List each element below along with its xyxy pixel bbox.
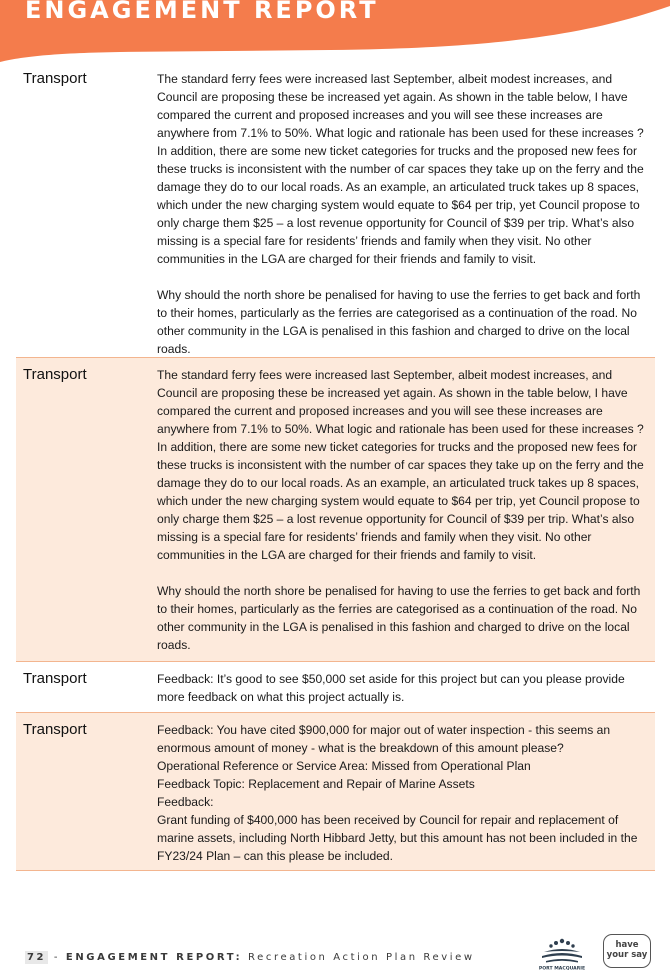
- feedback-line: Grant funding of $400,000 has been received by Council for repair and replacement of marine assets, including North Hibbard Jetty, but this amount has not been included in the FY23/24 Plan – can this please be included.: [157, 813, 638, 863]
- topic-cell: Transport: [23, 366, 87, 383]
- feedback-paragraph: The standard ferry fees were increased last September, albeit modest increases, and Council are proposing these be increased yet again. As shown in the table below, I have compared the current and proposed increases and you will see these increases are anywhere from 7.1% to 50%. What logic and rationale has been used for these increases ? In addition, there are some new ticket categories for trucks and the proposed new fees for these trucks is inconsistent with the number of car spaces they take up on the ferry and the damage they do to our local roads. As an example, an articulated truck takes up 8 spaces, which under the new charging system would equate to $64 per trip, yet Council propose to only charge them $25 – a lost revenue opportunity for Council of $39 per trip. What’s also missing is a special fare for residents’ friends and family when they visit. No other communities in the LGA are charged for their friends and family to visit.: [157, 72, 644, 266]
- table-row: [16, 713, 655, 871]
- footer-subtitle: Recreation Action Plan Review: [242, 952, 475, 963]
- feedback-text-cell: [157, 713, 655, 870]
- feedback-text-cell: [157, 62, 655, 357]
- feedback-line: Feedback: You have cited $900,000 for major out of water inspection - this seems an enormous amount of money - what is the breakdown of this amount please?: [157, 723, 611, 755]
- feedback-text-cell: [157, 662, 655, 712]
- feedback-paragraph: Why should the north shore be penalised for having to use the ferries to get back and forth to their homes, particularly as the ferries are categorised as a continuation of the road. No other community in the LGA is penalised in this fashion and charged to drive on the local roads.: [157, 584, 641, 652]
- feedback-line: Operational Reference or Service Area: Missed from Operational Plan: [157, 759, 531, 773]
- header-title: ENGAGEMENT REPORT: [25, 0, 379, 24]
- have-your-say-line1: have: [615, 940, 639, 950]
- table-row: [16, 358, 655, 662]
- topic-cell: Transport: [23, 670, 87, 687]
- feedback-paragraph: The standard ferry fees were increased last September, albeit modest increases, and Council are proposing these be increased yet again. As shown in the table below, I have compared the current and proposed increases and you will see these increases are anywhere from 7.1% to 50%. What logic and rationale has been used for these increases ? In addition, there are some new ticket categories for trucks and the proposed new fees for these trucks is inconsistent with the number of car spaces they take up on the ferry and the damage they do to our local roads. As an example, an articulated truck takes up 8 spaces, which under the new charging system would equate to $64 per trip, yet Council propose to only charge them $25 – a lost revenue opportunity for Council of $39 per trip. What’s also missing is a special fare for residents’ friends and family when they visit. No other communities in the LGA are charged for their friends and family to visit.: [157, 368, 644, 562]
- have-your-say-logo: [603, 934, 653, 970]
- feedback-line: Feedback:: [157, 795, 214, 809]
- have-your-say-badge: [603, 934, 651, 968]
- have-your-say-line2: your say: [606, 950, 648, 960]
- feedback-table: [16, 62, 655, 871]
- page-footer: [25, 952, 475, 963]
- feedback-paragraph: Why should the north shore be penalised for having to use the ferries to get back and forth to their homes, particularly as the ferries are categorised as a continuation of the road. No other community in the LGA is penalised in this fashion and charged to drive on the local roads.: [157, 288, 641, 356]
- table-row: [16, 62, 655, 358]
- topic-cell: Transport: [23, 721, 87, 738]
- feedback-text-cell: [157, 358, 655, 661]
- feedback-line: Feedback Topic: Replacement and Repair of Marine Assets: [157, 777, 475, 791]
- footer-separator: -: [48, 952, 66, 963]
- feedback-line: Feedback: It’s good to see $50,000 set aside for this project but can you please provide more feedback on what this project actually is.: [157, 672, 625, 704]
- page-number: 72: [27, 952, 47, 963]
- table-row: [16, 662, 655, 713]
- council-logo-icon: [536, 936, 588, 970]
- report-header: [0, 0, 670, 62]
- council-logo-text: PORT MACQUARIE: [538, 966, 586, 970]
- council-logo: [536, 936, 588, 970]
- footer-report-label: ENGAGEMENT REPORT:: [65, 952, 243, 963]
- topic-cell: Transport: [23, 70, 87, 87]
